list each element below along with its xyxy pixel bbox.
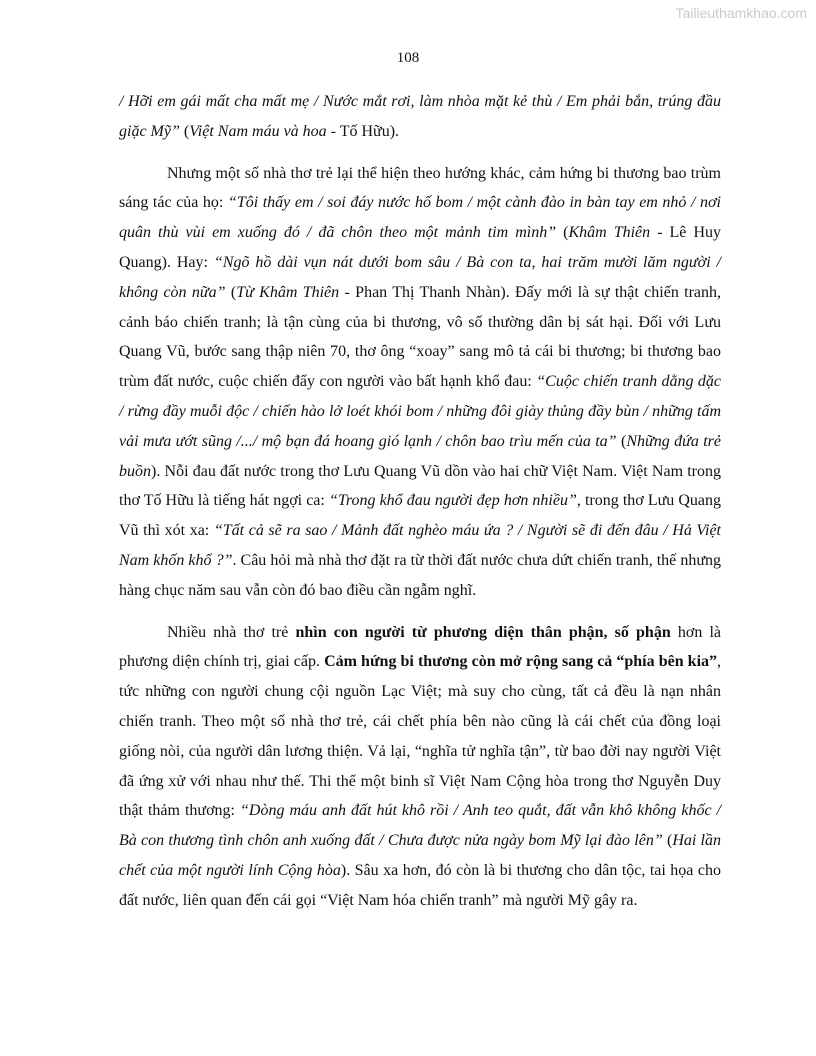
watermark: Tailieuthamkhao.com xyxy=(675,5,807,21)
body-text: Nhiều nhà thơ trẻ xyxy=(167,623,296,641)
bold-text: Cảm hứng bi thương còn mở rộng sang cả “phía bên kia” xyxy=(324,653,718,671)
paragraph-1 xyxy=(119,87,721,147)
italic-text: “Tất cả sẽ ra sao / Mảnh đất nghèo máu ứa ? / Người sẽ đi đến đâu / Hả Việt Nam khốn khổ ?” xyxy=(119,522,722,569)
body-text: - Tố Hữu). xyxy=(326,122,400,140)
italic-text: Khâm Thiên xyxy=(568,224,651,242)
bold-text: nhìn con người từ phương diện thân phận, số phận xyxy=(295,623,671,641)
paragraph-2 xyxy=(119,159,721,606)
body-text: - Phan Thị Thanh Nhàn). Đấy mới là sự thật chiến tranh, cảnh báo chiến tranh; là tận cùng của bi thương, vô số thường dân bị sát hại. Đối với Lưu Quang Vũ, bước sang thập niên 70, thơ ông “xoay” sang mô tả cái bi thương; bi thương bao trùm đất nước, cuộc chiến đẩy con người vào bất hạnh khổ đau: xyxy=(119,283,722,391)
page-number: 108 xyxy=(396,50,420,66)
document-body xyxy=(119,87,721,916)
italic-text: / Hỡi em gái mất cha mất mẹ / Nước mắt rơi, làm nhòa mặt kẻ thù / Em phải bắn, trúng đầu giặc Mỹ” xyxy=(119,93,721,140)
italic-text: “Cuộc chiến tranh dằng dặc / rừng đầy muỗi độc / chiến hào lở loét khói bom / những đôi giày thủng đầy bùn / những tấm vải mưa ướt sũng /.../ mộ bạn đá hoang gió lạnh / chôn bao trìu mến của ta” xyxy=(119,373,721,450)
italic-text: Việt Nam máu và hoa xyxy=(189,122,327,140)
body-text: ( xyxy=(662,832,673,850)
body-text: ( xyxy=(225,283,237,301)
italic-text: “Tôi thấy em / soi đáy nước hố bom / một cành đào in bàn tay em nhỏ / nơi quân thù vùi em xuống đó / đã chôn theo một mảnh tim mình” xyxy=(119,194,722,242)
body-text: ( xyxy=(616,432,627,450)
body-text: ). Sâu xa hơn, đó còn là bi thương cho dân tộc, tai họa cho đất nước, liên quan đến cái gọi “Việt Nam hóa chiến tranh” mà người Mỹ gây ra. xyxy=(119,861,721,909)
body-text: . Câu hỏi mà nhà thơ đặt ra từ thời đất nước chưa dứt chiến tranh, thế nhưng hàng chục năm sau vẫn còn đó bao điều cần ngẫm nghĩ. xyxy=(119,551,721,599)
italic-text: Những đứa trẻ buồn xyxy=(119,432,721,480)
italic-text: Hai lần chết của một người lính Cộng hòa xyxy=(119,832,722,879)
paragraph-3 xyxy=(119,618,721,916)
body-text: ( xyxy=(179,122,190,140)
body-text: ( xyxy=(556,224,569,242)
italic-text: “Dòng máu anh đất hút khô rồi / Anh teo quắt, đất vẫn khô không khốc / Bà con thương tình chôn anh xuống đất / Chưa được nửa ngày bom Mỹ lại đào lên” xyxy=(119,802,721,850)
body-text: , trong thơ Lưu Quang Vũ thì xót xa: xyxy=(119,492,722,540)
italic-text: “Ngõ hồ dài vụn nát dưới bom sâu / Bà con ta, hai trăm mười lăm người / không còn nữa” xyxy=(119,253,721,301)
body-text: - Lê Huy Quang). Hay: xyxy=(119,224,721,271)
body-text: ). Nỗi đau đất nước trong thơ Lưu Quang Vũ dồn vào hai chữ Việt Nam. Việt Nam trong thơ Tố Hữu là tiếng hát ngợi ca: xyxy=(119,462,721,510)
italic-text: Từ Khâm Thiên xyxy=(236,283,340,301)
italic-text: “Trong khổ đau người đẹp hơn nhiều” xyxy=(328,492,577,510)
body-text: Nhưng một số nhà thơ trẻ lại thể hiện theo hướng khác, cảm hứng bi thương bao trùm sáng tác của họ: xyxy=(119,164,721,212)
body-text: , tức những con người chung cội nguồn Lạc Việt; mà suy cho cùng, tất cả đều là nạn nhân chiến tranh. Theo một số nhà thơ trẻ, cái chết phía bên nào cũng là cái chết của đồng loại giống nòi, của người dân lương thiện. Vả lại, “nghĩa tử nghĩa tận”, từ bao đời nay người Việt đã ứng xử với nhau như thế. Thi thể một binh sĩ Việt Nam Cộng hòa trong thơ Nguyễn Duy thật thảm thương: xyxy=(119,653,722,820)
body-text: hơn là phương diện chính trị, giai cấp. xyxy=(119,623,721,671)
